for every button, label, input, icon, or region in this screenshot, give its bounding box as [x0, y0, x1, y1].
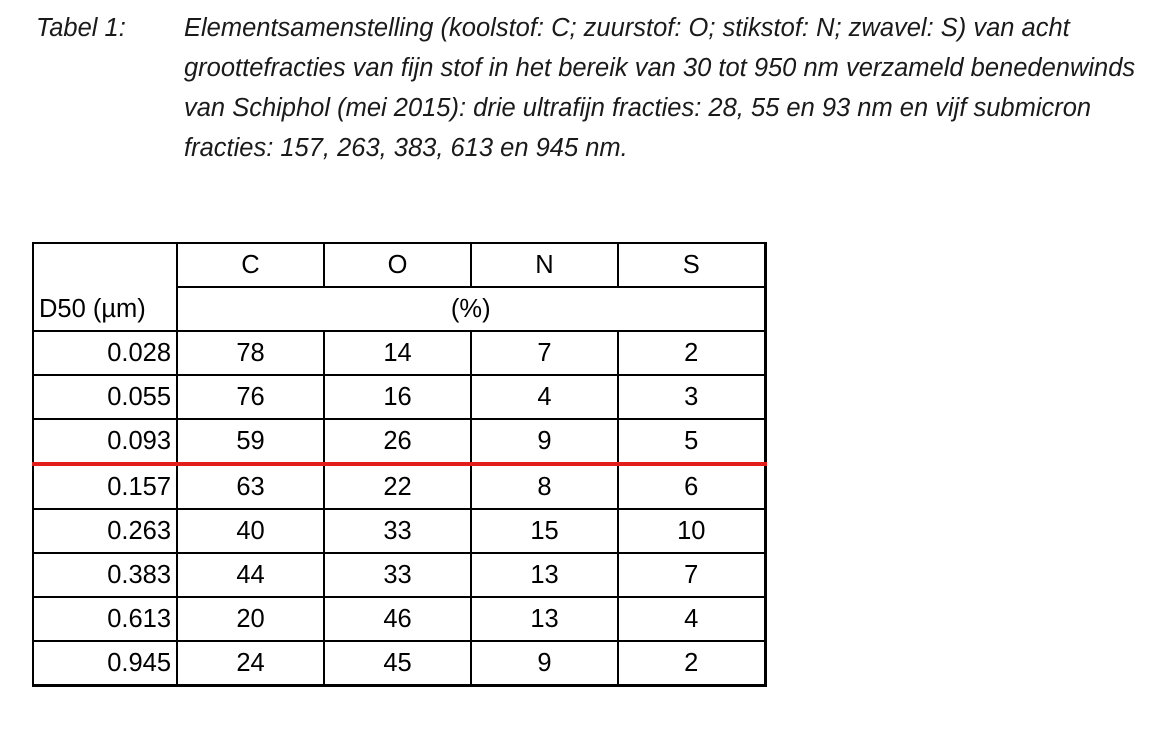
value-cell-o: 26: [324, 419, 471, 464]
value-cell-o: 45: [324, 641, 471, 686]
value-cell-n: 13: [471, 553, 618, 597]
value-cell-o: 16: [324, 375, 471, 419]
value-cell-s: 4: [618, 597, 765, 641]
value-cell-o: 33: [324, 509, 471, 553]
value-cell-c: 76: [177, 375, 324, 419]
table-row: [33, 464, 765, 509]
d50-cell: 0.028: [33, 331, 177, 375]
table-row: [33, 375, 765, 419]
caption-text: Elementsamenstelling (koolstof: C; zuurstof: O; stikstof: N; zwavel: S) van acht groottefracties van fijn stof in het bereik van 30 tot 950 nm verzameld benedenwinds van Schiphol (mei 2015): drie ultrafijn fracties: 28, 55 en 93 nm en vijf submicron fracties: 157, 263, 383, 613 en 945 nm.: [184, 14, 1136, 162]
value-cell-c: 78: [177, 331, 324, 375]
value-cell-s: 2: [618, 331, 765, 375]
table-row: [33, 553, 765, 597]
value-cell-c: 20: [177, 597, 324, 641]
element-header-row: [33, 243, 765, 287]
value-cell-s: 10: [618, 509, 765, 553]
value-cell-n: 15: [471, 509, 618, 553]
column-header-o: O: [324, 243, 471, 287]
column-header-n: N: [471, 243, 618, 287]
unit-label: (%): [177, 287, 765, 331]
value-cell-n: 8: [471, 464, 618, 509]
column-header-s: S: [618, 243, 765, 287]
value-cell-s: 3: [618, 375, 765, 419]
d50-cell: 0.055: [33, 375, 177, 419]
column-header-c: C: [177, 243, 324, 287]
d50-cell: 0.383: [33, 553, 177, 597]
d50-cell: 0.613: [33, 597, 177, 641]
table-row: [33, 597, 765, 641]
table-row: [33, 419, 765, 464]
table-row: [33, 331, 765, 375]
value-cell-c: 63: [177, 464, 324, 509]
table-row: [33, 641, 765, 686]
value-cell-c: 40: [177, 509, 324, 553]
table-row: [33, 509, 765, 553]
d50-header: D50 (µm): [33, 243, 177, 331]
d50-cell: 0.945: [33, 641, 177, 686]
composition-table: [32, 242, 767, 687]
value-cell-c: 24: [177, 641, 324, 686]
value-cell-o: 14: [324, 331, 471, 375]
value-cell-o: 46: [324, 597, 471, 641]
value-cell-o: 33: [324, 553, 471, 597]
value-cell-n: 13: [471, 597, 618, 641]
value-cell-s: 6: [618, 464, 765, 509]
value-cell-c: 44: [177, 553, 324, 597]
value-cell-c: 59: [177, 419, 324, 464]
d50-cell: 0.093: [33, 419, 177, 464]
value-cell-n: 7: [471, 331, 618, 375]
d50-cell: 0.263: [33, 509, 177, 553]
value-cell-n: 4: [471, 375, 618, 419]
value-cell-o: 22: [324, 464, 471, 509]
composition-table-container: [32, 242, 767, 687]
caption-label: Tabel 1:: [36, 14, 126, 42]
value-cell-n: 9: [471, 641, 618, 686]
value-cell-s: 7: [618, 553, 765, 597]
value-cell-n: 9: [471, 419, 618, 464]
value-cell-s: 2: [618, 641, 765, 686]
d50-cell: 0.157: [33, 464, 177, 509]
value-cell-s: 5: [618, 419, 765, 464]
